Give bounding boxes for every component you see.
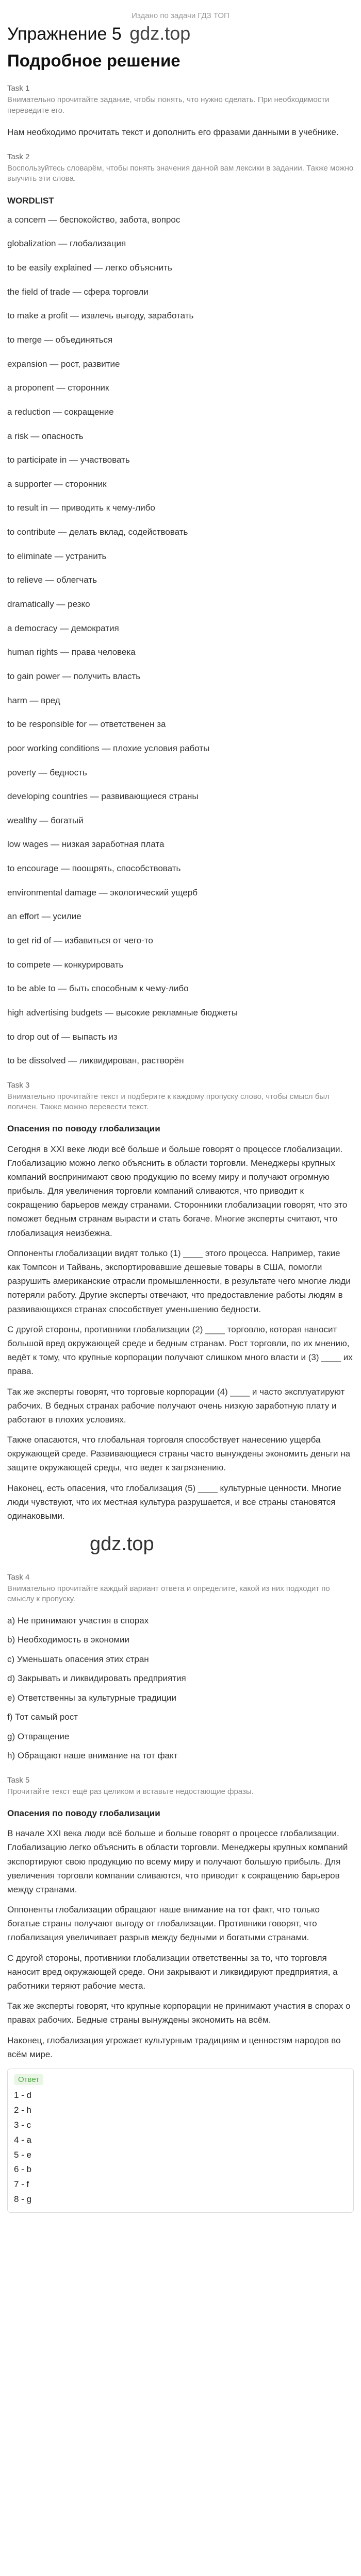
brand-logo: gdz.top (129, 23, 191, 44)
wordlist-item: to participate in — участвовать (7, 455, 130, 465)
task5-text (7, 1826, 354, 2061)
wordlist-heading: WORDLIST (7, 195, 54, 206)
task4-caption: Внимательно прочитайте каждый вариант ответа и определите, какой из них подходит по смыслу к пропуску. (7, 1584, 330, 1604)
paragraph: Оппоненты глобализации видят только (1) ____ этого процесса. Например, такие как Томпсон и Тайвань, экспортировавшие дешевые товары в США, помогли разрушить американские отрасли промышленности, в результате чего многие люди потеряли работу. Другие эксперты отвечают, что предоставление работы людям в развивающихся странах способствует уменьшению бедности. (7, 1248, 351, 1314)
wordlist-item: to result in — приводить к чему-либо (7, 503, 155, 513)
answer-item: 3 - c (14, 2120, 31, 2130)
option-item: d) Закрывать и ликвидировать предприятия (7, 1673, 186, 1684)
option-item: b) Необходимость в экономии (7, 1635, 130, 1645)
option-item: c) Уменьшать опасения этих стран (7, 1654, 149, 1664)
option-item: e) Ответственны за культурные традиции (7, 1692, 177, 1703)
answer-item: 1 - d (14, 2090, 32, 2100)
wordlist-item: to relieve — облегчать (7, 575, 97, 585)
wordlist-item: to get rid of — избавиться от чего-то (7, 935, 153, 945)
wordlist-item: to merge — объединяться (7, 334, 113, 345)
option-item: g) Отвращение (7, 1731, 70, 1741)
paragraph: С другой стороны, противники глобализации (2) ____ торговлю, которая наносит большой вред окружающей среде и бедным странам. Рост торговли, по их мнению, ведёт к тому, что крупные корпорации получают слишком много власти и (3) ____ их права. (7, 1324, 353, 1377)
exercise-title: Упражнение 5 gdz.top (7, 23, 191, 44)
wordlist-item: to be easily explained — легко объяснить (7, 263, 172, 273)
option-item: f) Тот самый рост (7, 1712, 78, 1722)
answer-item: 4 - a (14, 2134, 32, 2145)
wordlist-item: to compete — конкурировать (7, 959, 124, 970)
wordlist-item: dramatically — резко (7, 599, 90, 609)
paragraph: Наконец, есть опасения, что глобализация (5) ____ культурные ценности. Многие люди чувствуют, что их местная культура разрушается, и все страны становятся одинаковыми. (7, 1483, 341, 1521)
wordlist-item: a concern — беспокойство, забота, вопрос (7, 214, 180, 225)
paragraph: Также опасаются, что глобальная торговля способствует нанесению ущерба окружающей среде. Развивающиеся страны часто вынуждены экономить деньги на защите окружающей среды, что ведет к загрязнению. (7, 1435, 351, 1473)
task5-title: Опасения по поводу глобализации (7, 1808, 160, 1818)
section-title: Подробное решение (7, 51, 180, 71)
wordlist-item: to be responsible for — ответственен за (7, 719, 166, 730)
answer-item: 7 - f (14, 2179, 29, 2190)
wordlist-item: a risk — опасность (7, 431, 84, 441)
watermark: gdz.top (90, 1533, 154, 1555)
wordlist-item: wealthy — богатый (7, 815, 84, 825)
wordlist-item: an effort — усилие (7, 911, 81, 922)
answer-list (14, 2088, 347, 2207)
option-item: a) Не принимают участия в спорах (7, 1615, 149, 1625)
wordlist-item: a proponent — сторонник (7, 383, 109, 393)
answer-label: Ответ (14, 2074, 43, 2085)
wordlist-item: to be dissolved — ликвидирован, растворён (7, 1056, 184, 1066)
wordlist-item: globalization — глобализация (7, 239, 126, 249)
task3-caption: Внимательно прочитайте текст и подберите к каждому пропуску слово, чтобы смысл был логичен. Также можно перевести текст. (7, 1092, 330, 1112)
wordlist-item: poor working conditions — плохие условия работы (7, 743, 210, 753)
task1-intro: Нам необходимо прочитать текст и дополнить его фразами данными в учебнике. (7, 127, 339, 137)
wordlist-item: environmental damage — экологический ущерб (7, 887, 198, 897)
task5-label: Task 5 (7, 1775, 30, 1785)
wordlist-item: a reduction — сокращение (7, 406, 114, 417)
answer-item: 5 - e (14, 2149, 32, 2160)
task4-label: Task 4 (7, 1573, 30, 1582)
paragraph: Наконец, глобализация угрожает культурным традициям и ценностям народов во всём мире. (7, 2035, 341, 2059)
wordlist-item: a supporter — сторонник (7, 479, 107, 489)
wordlist-item: to drop out of — выпасть из (7, 1031, 118, 1042)
paragraph: С другой стороны, противники глобализации ответственны за то, что торговля наносит вред окружающей среде. Они закрывают и ликвидируют предприятия, а работники теряют рабочие места. (7, 1953, 338, 1991)
answer-item: 6 - b (14, 2164, 32, 2175)
wordlist-item: expansion — рост, развитие (7, 359, 120, 369)
top-link[interactable]: Издано по задачи ГДЗ ТОП (132, 11, 229, 20)
task2-caption: Воспользуйтесь словарём, чтобы понять значения данной вам лексики в задании. Также можно выучить эти слова. (7, 164, 354, 183)
wordlist-item: low wages — низкая заработная плата (7, 839, 165, 850)
wordlist-item: high advertising budgets — высокие рекламные бюджеты (7, 1007, 238, 1018)
wordlist-item: harm — вред (7, 695, 60, 705)
task3-title: Опасения по поводу глобализации (7, 1124, 160, 1134)
wordlist-item: developing countries — развивающиеся страны (7, 791, 199, 802)
paragraph: Сегодня в XXI веке люди всё больше и больше говорят о процессе глобализации. Глобализацию можно легко объяснить в области торговли. Менеджеры крупных компаний воспринимают свою продукцию по всему миру и получают огромную прибыль. Для увеличения торговли компаний сливаются, что приводит к сокращению барьеров между странами. Сторонники глобализации говорят, что это поможет бедным странам вырасти и стать богаче. Многие эксперты считают, что глобализация неизбежна. (7, 1144, 348, 1238)
option-item: h) Обращают наше внимание на тот факт (7, 1751, 178, 1761)
wordlist-item: to contribute — делать вклад, содействовать (7, 527, 188, 537)
wordlist-item: to encourage — поощрять, способствовать (7, 863, 181, 874)
paragraph: Так же эксперты говорят, что крупные корпорации не принимают участия в спорах о правах рабочих. Бедные страны вынуждены экономить на всём. (7, 2001, 351, 2025)
wordlist-item: the field of trade — сфера торговли (7, 286, 149, 297)
task1-caption: Внимательно прочитайте задание, чтобы понять, что нужно сделать. При необходимости переведите его. (7, 95, 330, 115)
wordlist-item: to eliminate — устранить (7, 551, 107, 561)
wordlist (7, 214, 354, 1067)
wordlist-item: to make a profit — извлечь выгоду, заработать (7, 311, 194, 321)
wordlist-item: a democracy — демократия (7, 623, 119, 633)
task2-label: Task 2 (7, 152, 30, 162)
task3-text (7, 1142, 354, 1523)
task5-caption: Прочитайте текст ещё раз целиком и вставьте недостающие фразы. (7, 1787, 254, 1796)
options-list (7, 1614, 354, 1762)
wordlist-item: to be able to — быть способным к чему-либо (7, 984, 189, 994)
paragraph: В начале XXI века люди всё больше и больше говорят о процессе глобализации. Глобализацию легко объяснить в области торговли. Менеджеры крупных компаний экспортируют свою продукцию по всему миру и получают большую прибыль. Для увеличения торговли компании сливаются, что приводит к сокращению барьеров между странами. (7, 1828, 348, 1894)
wordlist-item: human rights — права человека (7, 647, 136, 657)
wordlist-item: to gain power — получить власть (7, 671, 141, 681)
task1-label: Task 1 (7, 84, 30, 93)
paragraph: Так же эксперты говорят, что торговые корпорации (4) ____ и часто эксплуатируют рабочих. В бедных странах рабочие получают очень низкую заработную плату и работают в плохих условиях. (7, 1386, 345, 1425)
answer-item: 8 - g (14, 2194, 32, 2205)
answer-card (7, 2069, 354, 2213)
wordlist-item: poverty — бедность (7, 767, 87, 777)
task3-label: Task 3 (7, 1080, 30, 1090)
answer-item: 2 - h (14, 2105, 32, 2115)
paragraph: Оппоненты глобализации обращают наше внимание на тот факт, что только богатые страны получают выгоду от глобализации. Противники говорят, что глобализация увеличивает разрыв между бедными и богатыми странами. (7, 1905, 320, 1943)
